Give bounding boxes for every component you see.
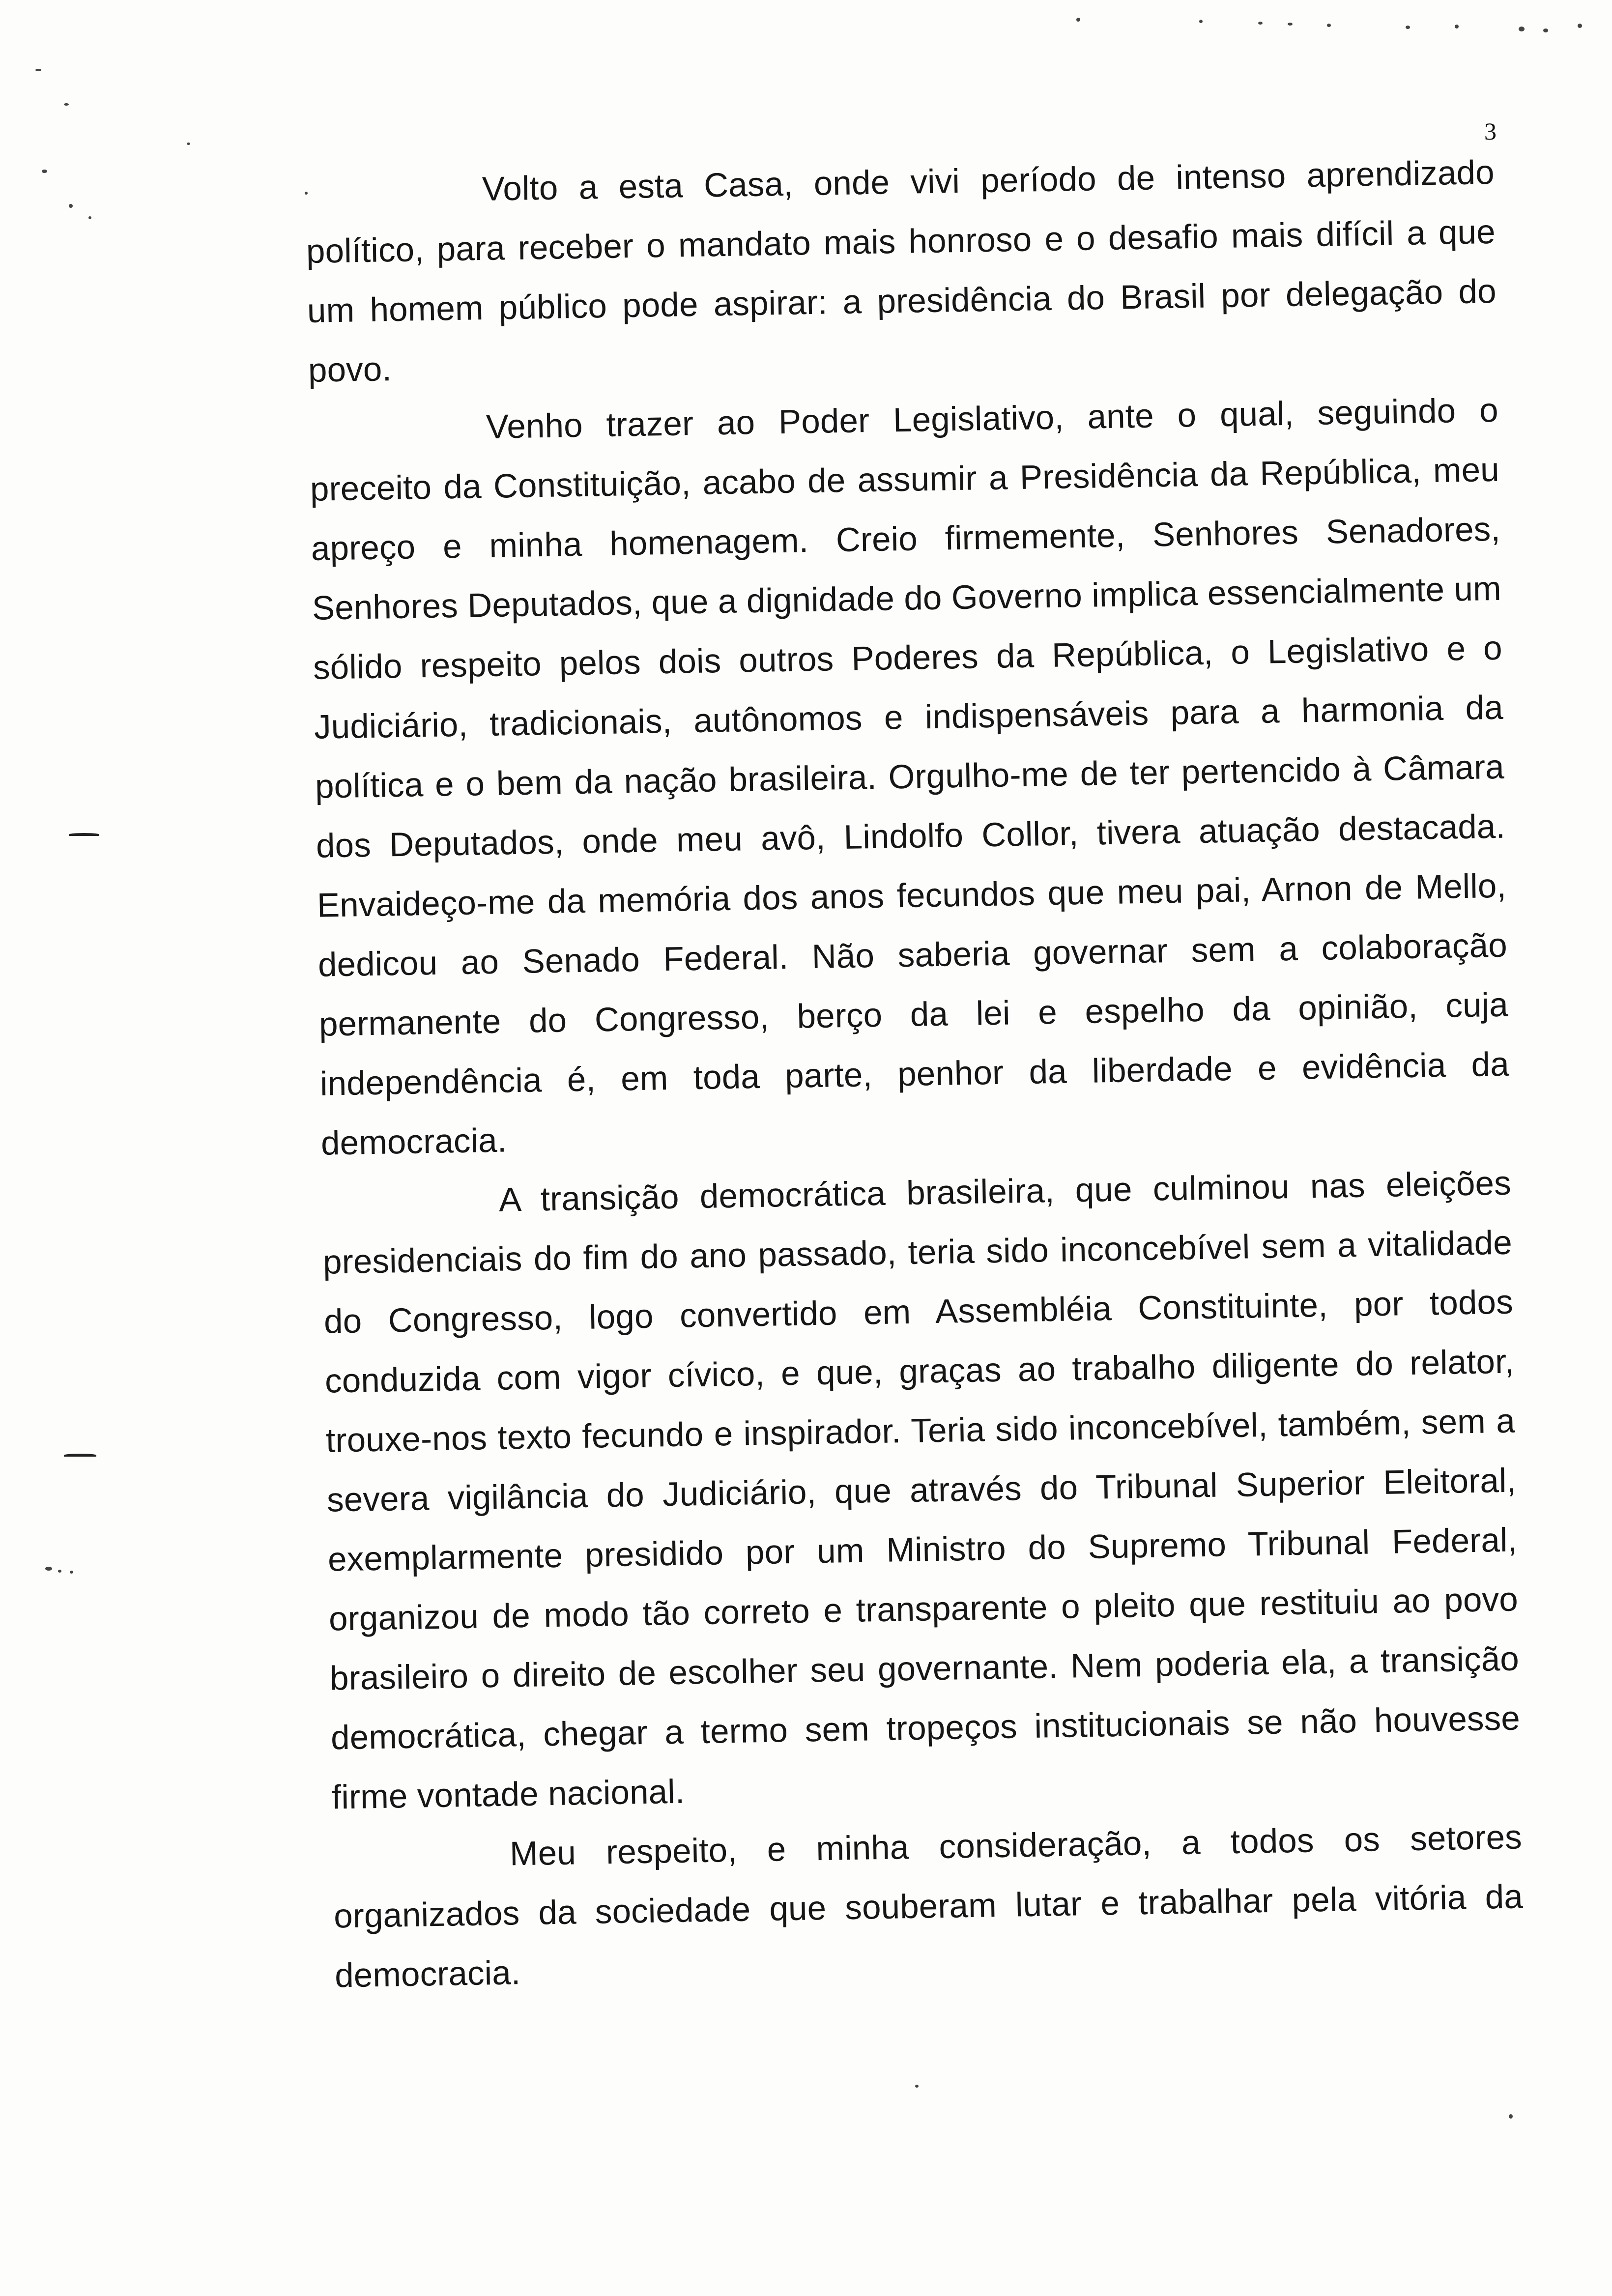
scan-speck — [187, 143, 190, 145]
scan-speck — [1076, 18, 1080, 22]
scan-speck — [64, 103, 69, 106]
scan-speck — [1578, 24, 1582, 28]
scan-speck — [1258, 22, 1263, 25]
scan-speck — [1519, 27, 1525, 31]
scan-mark — [64, 1454, 96, 1457]
paragraph: Venho trazer ao Poder Legislativo, ante o qual, seguindo o preceito da Constituição, acabo de assumir a Presidência da República, meu apreço e minha homenagem. Creio firmemente, Senhores Senadores, Senhores Deputados, que a dignidade do Governo implica essencialmente um sólido respeito pelos dois outros Poderes da República, o Legislativo e o Judiciário, tradicionais, autônomos e indispensáveis para a harmonia da política e o bem da nação brasileira. Orgulho-me de ter pertencido à Câmara dos Deputados, onde meu avô, Lindolfo Collor, tivera atuação destacada. Envaideço-me da memória dos anos fecundos que meu pai, Arnon de Mello, dedicou ao Senado Federal. Não saberia governar sem a colaboração permanente do Congresso, berço da lei e espelho da opinião, cuja independência é, em toda parte, penhor da liberdade e evidência da democracia. — [310, 391, 1510, 1162]
scan-speck — [42, 170, 47, 173]
document-body — [305, 143, 1525, 2006]
scan-speck — [1288, 23, 1293, 26]
scan-speck — [70, 1571, 73, 1574]
scan-speck — [1455, 25, 1459, 29]
paragraph: Volto a esta Casa, onde vivi período de intenso aprendizado político, para receber o mandato mais honroso e o desafio mais difícil a que um homem público pode aspirar: a presidência do Brasil por delegação do povo. — [306, 153, 1497, 389]
scan-speck — [1327, 24, 1331, 27]
scan-mark — [69, 833, 99, 836]
scan-speck — [1406, 26, 1410, 29]
scan-speck — [1543, 29, 1548, 32]
scan-speck — [58, 1570, 61, 1573]
scan-speck — [35, 69, 41, 71]
paragraph: Meu respeito, e minha consideração, a todos os setores organizados da sociedade que souberam lutar e trabalhar pela vitória da democracia. — [333, 1818, 1524, 1995]
scan-speck — [69, 204, 73, 208]
scan-speck — [45, 1567, 52, 1571]
scan-speck — [1199, 20, 1203, 23]
scan-speck — [88, 216, 91, 219]
page-number: 3 — [1484, 117, 1497, 145]
paragraph: A transição democrática brasileira, que culminou nas eleições presidenciais do fim do ano passado, teria sido inconcebível sem a vitalidade do Congresso, logo convertido em Assembléia Constituinte, por todos conduzida com vigor cívico, e que, graças ao trabalho diligente do relator, trouxe-nos texto fecundo e inspirador. Teria sido inconcebível, também, sem a severa vigilância do Judiciário, que através do Tribunal Superior Eleitoral, exemplarmente presidido por um Ministro do Supremo Tribunal Federal, organizou de modo tão correto e transparente o pleito que restituiu ao povo brasileiro o direito de escolher seu governante. Nem poderia ela, a transição democrática, chegar a termo sem tropeços institucionais se não houvesse firme vontade nacional. — [322, 1164, 1521, 1816]
scan-speck — [1509, 2114, 1513, 2119]
scan-speck — [915, 2085, 919, 2088]
